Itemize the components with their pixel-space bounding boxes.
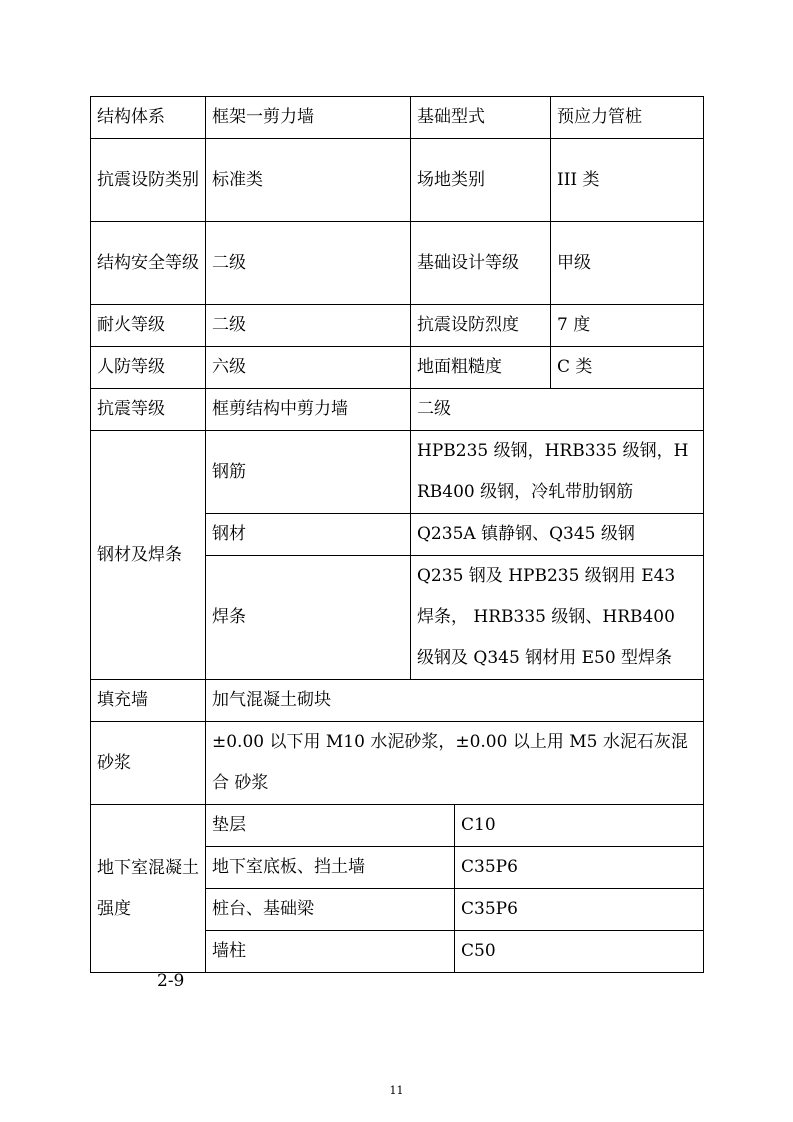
table-cell: 基础设计等级 <box>411 222 551 305</box>
table-cell: 抗震设防烈度 <box>411 305 551 347</box>
table-cell: 7 度 <box>551 305 704 347</box>
table-cell: 预应力管桩 <box>551 97 704 139</box>
table-cell: C 类 <box>551 347 704 389</box>
table-cell: III 类 <box>551 139 704 222</box>
table-row <box>91 431 704 514</box>
table-row <box>91 222 704 305</box>
structure-info-table <box>90 96 704 973</box>
table-cell: 耐火等级 <box>91 305 206 347</box>
table-cell: C35P6 <box>455 847 704 889</box>
table-cell: 框剪结构中剪力墙 <box>206 389 411 431</box>
table-cell: 焊条 <box>206 556 411 680</box>
table-cell: 砂浆 <box>91 722 206 805</box>
table-cell: C10 <box>455 805 704 847</box>
table-row <box>91 97 704 139</box>
table-cell: 墙柱 <box>206 931 455 973</box>
table-cell: 抗震等级 <box>91 389 206 431</box>
table-row <box>91 680 704 722</box>
table-cell: Q235A 镇静钢、Q345 级钢 <box>411 514 704 556</box>
table-cell: 填充墙 <box>91 680 206 722</box>
table-cell: 场地类别 <box>411 139 551 222</box>
table-cell: ±0.00 以下用 M10 水泥砂浆，±0.00 以上用 M5 水泥石灰混合 砂浆 <box>206 722 704 805</box>
table-cell: 二级 <box>206 222 411 305</box>
table-cell: 桩台、基础梁 <box>206 889 455 931</box>
table-cell: 框架一剪力墙 <box>206 97 411 139</box>
table-cell: 垫层 <box>206 805 455 847</box>
table-cell: 人防等级 <box>91 347 206 389</box>
table-cell: C50 <box>455 931 704 973</box>
page-number: 11 <box>389 1084 404 1097</box>
table-cell: C35P6 <box>455 889 704 931</box>
table-cell: 钢筋 <box>206 431 411 514</box>
steel-label-cell: 钢材及焊条 <box>91 431 206 680</box>
table-cell: 标准类 <box>206 139 411 222</box>
table-cell: 加气混凝土砌块 <box>206 680 704 722</box>
table-caption: 2-9 <box>157 971 185 991</box>
table-cell: 钢材 <box>206 514 411 556</box>
table-row <box>91 722 704 805</box>
table-row <box>91 139 704 222</box>
table-row <box>91 347 704 389</box>
table-cell: 基础型式 <box>411 97 551 139</box>
table-row <box>91 805 704 847</box>
basement-label-cell: 地下室混凝土强度 <box>91 805 206 973</box>
table-cell: 结构体系 <box>91 97 206 139</box>
table-row <box>91 305 704 347</box>
table-cell: 地面粗糙度 <box>411 347 551 389</box>
table-cell: 二级 <box>206 305 411 347</box>
table-cell: 结构安全等级 <box>91 222 206 305</box>
table-cell: 二级 <box>411 389 704 431</box>
table-row <box>91 389 704 431</box>
table-cell: 地下室底板、挡土墙 <box>206 847 455 889</box>
table-cell: HPB235 级钢，HRB335 级钢，HRB400 级钢，冷轧带肋钢筋 <box>411 431 704 514</box>
table-cell: 抗震设防类别 <box>91 139 206 222</box>
table-cell: 六级 <box>206 347 411 389</box>
table-cell: Q235 钢及 HPB235 级钢用 E43 焊条， HRB335 级钢、HRB400 级钢及 Q345 钢材用 E50 型焊条 <box>411 556 704 680</box>
table-cell: 甲级 <box>551 222 704 305</box>
